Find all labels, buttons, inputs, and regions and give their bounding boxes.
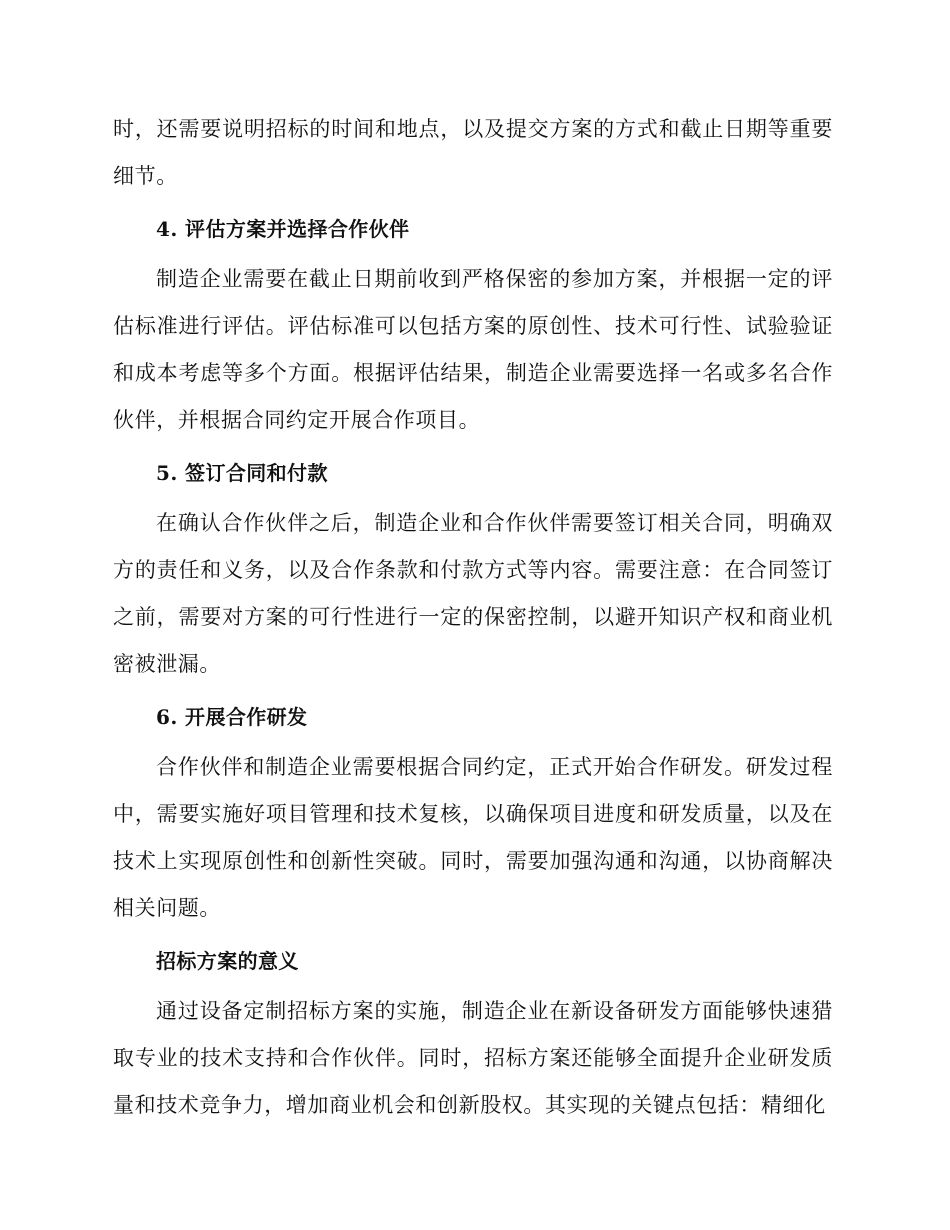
section-heading-evaluate: 4. 评估方案并选择合作伙伴 bbox=[156, 217, 410, 241]
paragraph-research: 合作伙伴和制造企业需要根据合同约定，正式开始合作研发。研发过程中，需要实施好项目管理和技术复核，以确保项目进度和研发质量，以及在技术上实现原创性和创新性突破。同时，需要加强沟通和沟通，以协商解决相关问题。 bbox=[113, 755, 833, 920]
document-body bbox=[113, 106, 833, 1129]
section-heading-contract: 5. 签订合同和付款 bbox=[156, 461, 328, 485]
section-heading-significance: 招标方案的意义 bbox=[156, 949, 299, 973]
paragraph-continued: 时，还需要说明招标的时间和地点，以及提交方案的方式和截止日期等重要细节。 bbox=[113, 117, 833, 188]
paragraph-significance: 通过设备定制招标方案的实施，制造企业在新设备研发方面能够快速猎取专业的技术支持和合作伙伴。同时，招标方案还能够全面提升企业研发质量和技术竞争力，增加商业机会和创新股权。其实现的关键点包括：精细化 bbox=[113, 999, 833, 1117]
section-heading-research: 6. 开展合作研发 bbox=[156, 705, 308, 729]
paragraph-evaluate: 制造企业需要在截止日期前收到严格保密的参加方案，并根据一定的评估标准进行评估。评估标准可以包括方案的原创性、技术可行性、试验验证和成本考虑等多个方面。根据评估结果，制造企业需要选择一名或多名合作伙伴，并根据合同约定开展合作项目。 bbox=[113, 267, 833, 432]
paragraph-contract: 在确认合作伙伴之后，制造企业和合作伙伴需要签订相关合同，明确双方的责任和义务，以及合作条款和付款方式等内容。需要注意：在合同签订之前，需要对方案的可行性进行一定的保密控制，以避开知识产权和商业机密被泄漏。 bbox=[113, 511, 833, 676]
